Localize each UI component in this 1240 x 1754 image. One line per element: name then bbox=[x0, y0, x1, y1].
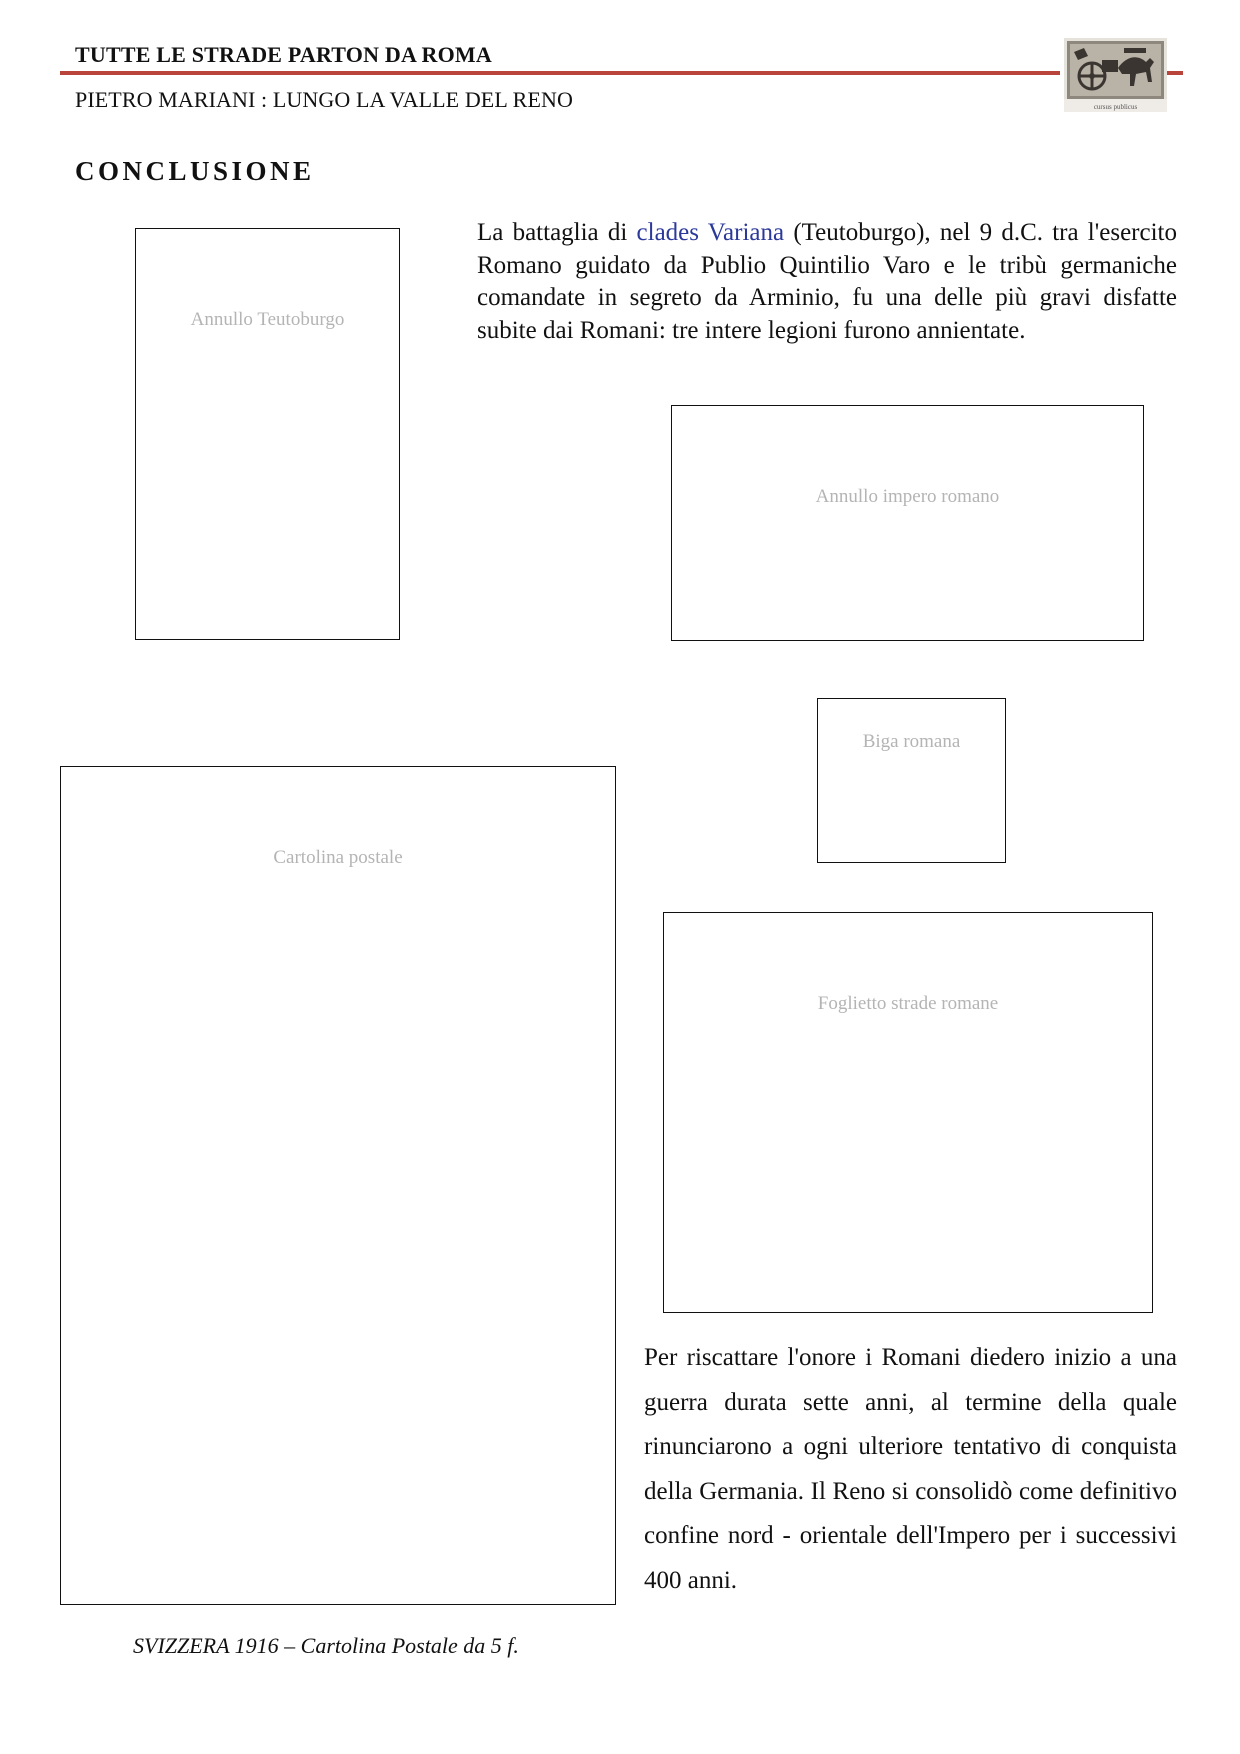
image-label: Annullo Teutoburgo bbox=[190, 309, 345, 330]
cursus-publicus-logo bbox=[1064, 38, 1167, 112]
image-foglietto-strade-romane bbox=[663, 912, 1153, 1313]
chariot-relief-icon bbox=[1064, 38, 1167, 112]
clades-variana-link[interactable]: clades Variana bbox=[636, 219, 785, 246]
header-subtitle: PIETRO MARIANI : LUNGO LA VALLE DEL RENO bbox=[75, 87, 573, 112]
image-biga-romana bbox=[817, 698, 1006, 863]
conclusion-paragraph: Per riscattare l'onore i Romani diedero inizio a una guerra durata sette anni, al termine della quale rinunciarono a ogni ulteriore tentativo di conquista della Germania. Il Reno si consolidò come definitivo confine nord - orientale dell'Impero per i successivi 400 anni. bbox=[644, 1344, 1177, 1594]
header-title: TUTTE LE STRADE PARTON DA ROMA bbox=[75, 42, 492, 67]
intro-paragraph bbox=[477, 217, 1177, 347]
postcard-caption: SVIZZERA 1916 – Cartolina Postale da 5 f. bbox=[133, 1633, 519, 1658]
image-label: Cartolina postale bbox=[273, 847, 403, 868]
image-label: Annullo impero romano bbox=[815, 486, 1000, 507]
image-annullo-impero-romano bbox=[671, 405, 1144, 641]
image-label: Biga romana bbox=[862, 731, 961, 752]
logo-caption: cursus publicus bbox=[1093, 103, 1138, 111]
image-cartolina-postale bbox=[60, 766, 616, 1605]
header-rule-tail bbox=[1167, 71, 1183, 75]
image-annullo-teutoburgo bbox=[135, 228, 400, 640]
image-label: Foglietto strade romane bbox=[817, 993, 999, 1014]
intro-text-start: La battaglia di bbox=[477, 219, 637, 246]
section-title: CONCLUSIONE bbox=[75, 156, 315, 186]
header-rule bbox=[60, 71, 1060, 75]
intro-text-end: (Teutoburgo), nel 9 d.C. tra l'esercito Romano guidato da Publio Quintilio Varo e le tribù germaniche comandate in segreto da Arminio, fu una delle più gravi disfatte subite dai Romani: tre intere legioni furono annientate. bbox=[477, 219, 1177, 344]
